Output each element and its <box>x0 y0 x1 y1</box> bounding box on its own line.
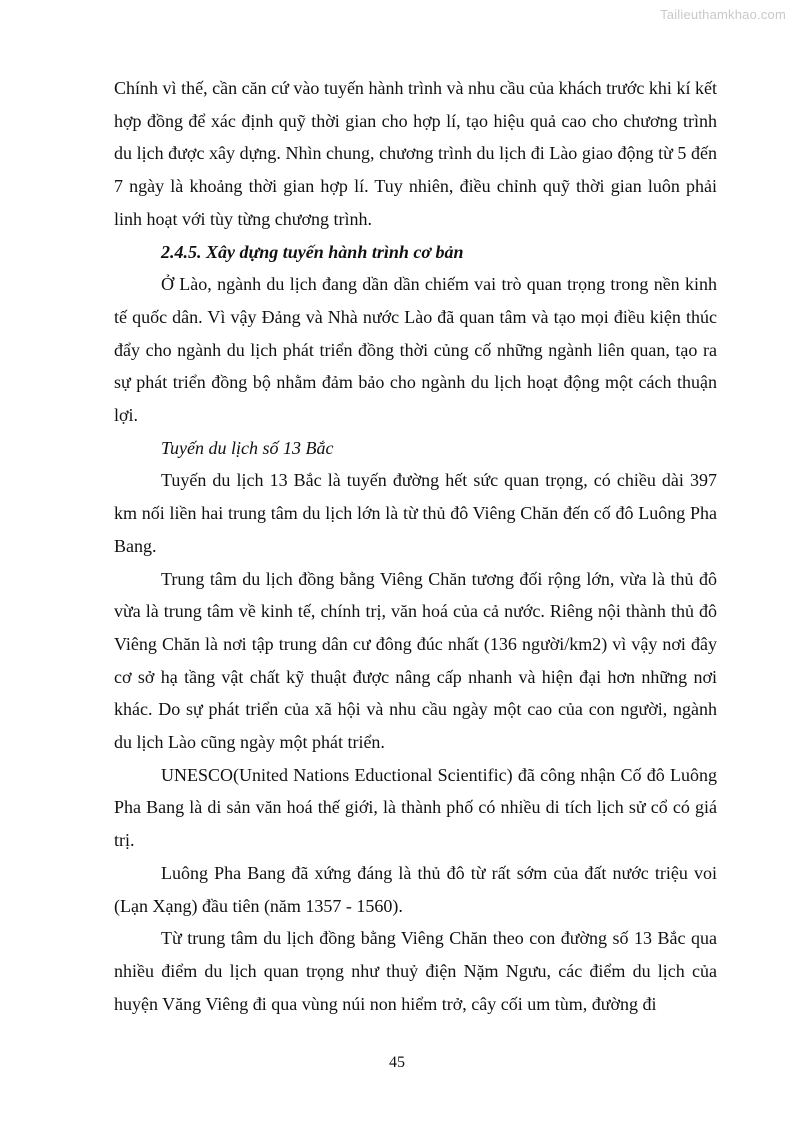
section-heading: 2.4.5. Xây dựng tuyến hành trình cơ bản <box>161 241 464 262</box>
paragraph-unesco: UNESCO(United Nations Eductional Scientific) đã công nhận Cố đô Luông Pha Bang là di sản văn hoá thế giới, là thành phố có nhiều di tích lịch sử cổ có giá trị. <box>114 764 717 851</box>
paragraph-vientiane: Trung tâm du lịch đồng bằng Viêng Chăn tương đối rộng lớn, vừa là thủ đô vừa là trung tâm về kinh tế, chính trị, văn hoá của cả nước. Riêng nội thành thủ đô Viêng Chăn là nơi tập trung dân cư đông đúc nhất (136 người/km2) vì vậy nơi đây cơ sở hạ tầng vật chất kỹ thuật được nâng cấp nhanh và hiện đại hơn những nơi khác. Do sự phát triển của xã hội và nhu cầu ngày một cao của con người, ngành du lịch Lào cũng ngày một phát triển. <box>114 568 717 753</box>
page-number: 45 <box>389 1054 405 1071</box>
paragraph-route-description: Từ trung tâm du lịch đồng bằng Viêng Chăn theo con đường số 13 Bắc qua nhiều điểm du lịch quan trọng như thuỷ điện Nặm Ngưu, các điểm du lịch của huyện Văng Viêng đi qua vùng núi non hiểm trở, cây cối um tùm, đường đi <box>114 928 717 1014</box>
paragraph-route-13: Tuyến du lịch 13 Bắc là tuyến đường hết sức quan trọng, có chiều dài 397 km nối liền hai trung tâm du lịch lớn là từ thủ đô Viêng Chăn đến cố đô Luông Pha Bang. <box>114 470 717 556</box>
watermark-text: Tailieuthamkhao.com <box>660 7 786 22</box>
paragraph-continuation: Chính vì thế, cần căn cứ vào tuyến hành trình và nhu cầu của khách trước khi kí kết hợp đồng để xác định quỹ thời gian cho hợp lí, tạo hiệu quả cao cho chương trình du lịch được xây dựng. Nhìn chung, chương trình du lịch đi Lào giao động từ 5 đến 7 ngày là khoảng thời gian hợp lí. Tuy nhiên, điều chỉnh quỹ thời gian luôn phải linh hoạt với tùy từng chương trình. <box>114 78 717 229</box>
document-body <box>114 72 717 1020</box>
subsection-heading: Tuyến du lịch số 13 Bắc <box>161 437 334 458</box>
paragraph-laos-tourism: Ở Lào, ngành du lịch đang dần dần chiếm vai trò quan trọng trong nền kinh tế quốc dân. Vì vậy Đảng và Nhà nước Lào đã quan tâm và tạo mọi điều kiện thúc đẩy cho ngành du lịch phát triển đồng thời củng cố những ngành liên quan, tạo ra sự phát triển đồng bộ nhằm đảm bảo cho ngành du lịch hoạt động một cách thuận lợi. <box>114 274 717 426</box>
paragraph-luang-prabang: Luông Pha Bang đã xứng đáng là thủ đô từ rất sớm của đất nước triệu voi (Lạn Xạng) đầu tiên (năm 1357 - 1560). <box>114 862 717 916</box>
